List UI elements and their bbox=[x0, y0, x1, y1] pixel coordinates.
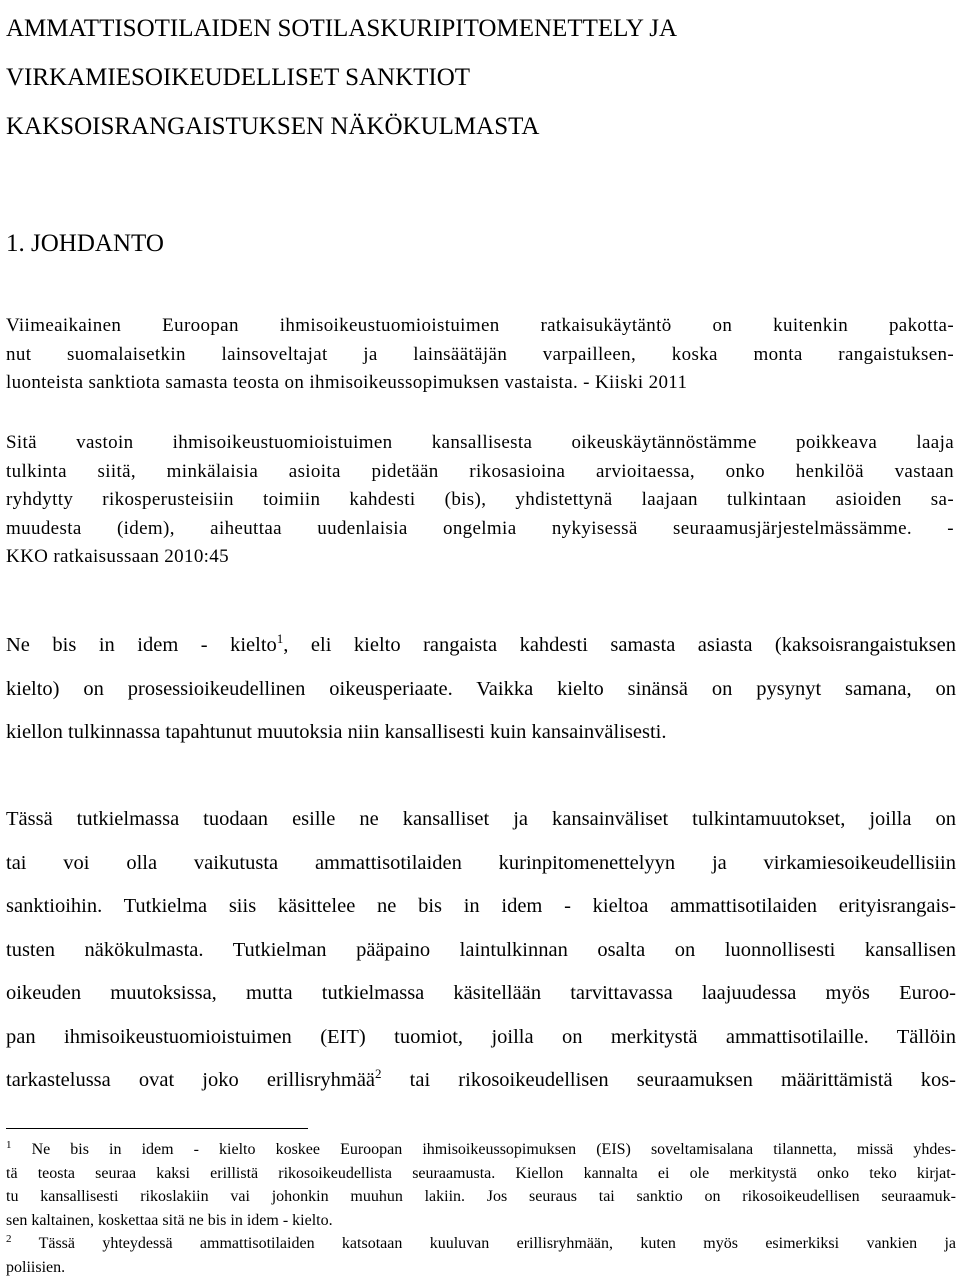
footnote-number: 1 bbox=[6, 1139, 12, 1151]
quote-line: KKO ratkaisussaan 2010:45 bbox=[6, 546, 229, 567]
footnote-reference: 1 bbox=[276, 631, 284, 646]
paragraph-line bbox=[6, 1059, 956, 1103]
epigraph-quote-kko bbox=[6, 429, 954, 572]
footnote-2 bbox=[6, 1232, 956, 1279]
paragraph-line: tusten näkökulmasta. Tutkielman pääpaino laintulkinnan osalta on luonnollisesti kansallisen bbox=[6, 938, 956, 961]
title-line: KAKSOISRANGAISTUKSEN NÄKÖKULMASTA bbox=[6, 113, 540, 140]
footnotes bbox=[6, 1138, 956, 1279]
section-heading: 1. JOHDANTO bbox=[6, 230, 164, 257]
body-paragraph-1 bbox=[6, 624, 956, 755]
footnote-1 bbox=[6, 1138, 956, 1232]
title-line: VIRKAMIESOIKEUDELLISET SANKTIOT bbox=[6, 64, 471, 91]
quote-line: tulkinta siitä, minkälaisia asioita pidetään rikosasioina arvioitaessa, onko henkilöä vastaan bbox=[6, 460, 954, 482]
footnote-line: tä teosta seuraa kaksi erillistä rikosoikeudellista seuraamusta. Kiellon kannalta ei ole merkitystä onko teko kirjat- bbox=[6, 1164, 956, 1182]
title-line: AMMATTISOTILAIDEN SOTILASKURIPITOMENETTELY JA bbox=[6, 15, 678, 42]
paragraph-line: pan ihmisoikeustuomioistuimen (EIT) tuomiot, joilla on merkitystä ammattisotilaille. Tällöin bbox=[6, 1025, 956, 1048]
text-run: tarkastelussa ovat joko erillisryhmää bbox=[6, 1069, 376, 1091]
footnote-line bbox=[6, 1232, 956, 1256]
text-run: Ne bis in idem - kielto koskee Euroopan ihmisoikeussopimuksen (EIS) soveltamisalana tilannetta, missä yhdes- bbox=[11, 1141, 956, 1158]
text-run: Tässä yhteydessä ammattisotilaiden katsotaan kuuluvan erillisryhmään, kuten myös esimerkiksi vankien ja bbox=[11, 1235, 956, 1252]
text-run: tai rikosoikeudellisen seuraamuksen määrittämistä kos- bbox=[381, 1069, 957, 1091]
footnote-number: 2 bbox=[6, 1233, 12, 1245]
paragraph-line bbox=[6, 624, 956, 668]
footnote-line: poliisien. bbox=[6, 1258, 66, 1276]
quote-line: Viimeaikainen Euroopan ihmisoikeustuomioistuimen ratkaisukäytäntö on kuitenkin pakotta- bbox=[6, 315, 954, 336]
paragraph-line: sanktioihin. Tutkielma siis käsittelee ne bis in idem - kieltoa ammattisotilaiden erityisrangais- bbox=[6, 895, 956, 917]
paragraph-line: kielto) on prosessioikeudellinen oikeusperiaate. Vaikka kielto sinänsä on pysynyt samana, on bbox=[6, 677, 956, 700]
text-run: Ne bis in idem - kielto bbox=[6, 634, 277, 656]
paragraph-line: Tässä tutkielmassa tuodaan esille ne kansalliset ja kansainväliset tulkintamuutokset, joilla on bbox=[6, 808, 956, 830]
paragraph-line: oikeuden muutoksissa, mutta tutkielmassa käsitellään tarvittavassa laajuudessa myös Euroo- bbox=[6, 982, 956, 1004]
quote-line: muudesta (idem), aiheuttaa uudenlaisia ongelmia nykyisessä seuraamusjärjestelmässämme. - bbox=[6, 517, 954, 539]
quote-line: luonteista sanktiota samasta teosta on ihmisoikeussopimuksen vastaista. - Kiiski 2011 bbox=[6, 372, 688, 393]
footnote-reference: 2 bbox=[375, 1066, 382, 1081]
footnote-line: tu kansallisesti rikoslakiin vai johonkin muuhun lakiin. Jos seuraus tai sanktio on rikosoikeudellisen seuraamuk- bbox=[6, 1188, 956, 1205]
document-title bbox=[6, 4, 677, 151]
footnote-separator bbox=[6, 1128, 308, 1129]
text-run: , eli kielto rangaista kahdesti samasta asiasta (kaksoisrangaistuksen bbox=[283, 634, 956, 656]
footnote-line: sen kaltainen, koskettaa sitä ne bis in idem - kielto. bbox=[6, 1211, 333, 1229]
quote-line: nut suomalaisetkin lainsoveltajat ja lainsäätäjän varpailleen, koska monta rangaistuksen- bbox=[6, 343, 954, 365]
quote-line: ryhdytty rikosperusteisiin toimiin kahdesti (bis), yhdistettynä laajaan tulkintaan asioiden sa- bbox=[6, 489, 954, 510]
paragraph-line: kiellon tulkinnassa tapahtunut muutoksia niin kansallisesti kuin kansainvälisesti. bbox=[6, 721, 667, 743]
footnote-line bbox=[6, 1138, 956, 1162]
paragraph-line: tai voi olla vaikutusta ammattisotilaiden kurinpitomenettelyyn ja virkamiesoikeudellisiin bbox=[6, 851, 956, 874]
epigraph-quote-kiiski bbox=[6, 312, 954, 398]
quote-line: Sitä vastoin ihmisoikeustuomioistuimen kansallisesta oikeuskäytännöstämme poikkeava laaja bbox=[6, 432, 954, 453]
body-paragraph-2 bbox=[6, 798, 956, 1103]
